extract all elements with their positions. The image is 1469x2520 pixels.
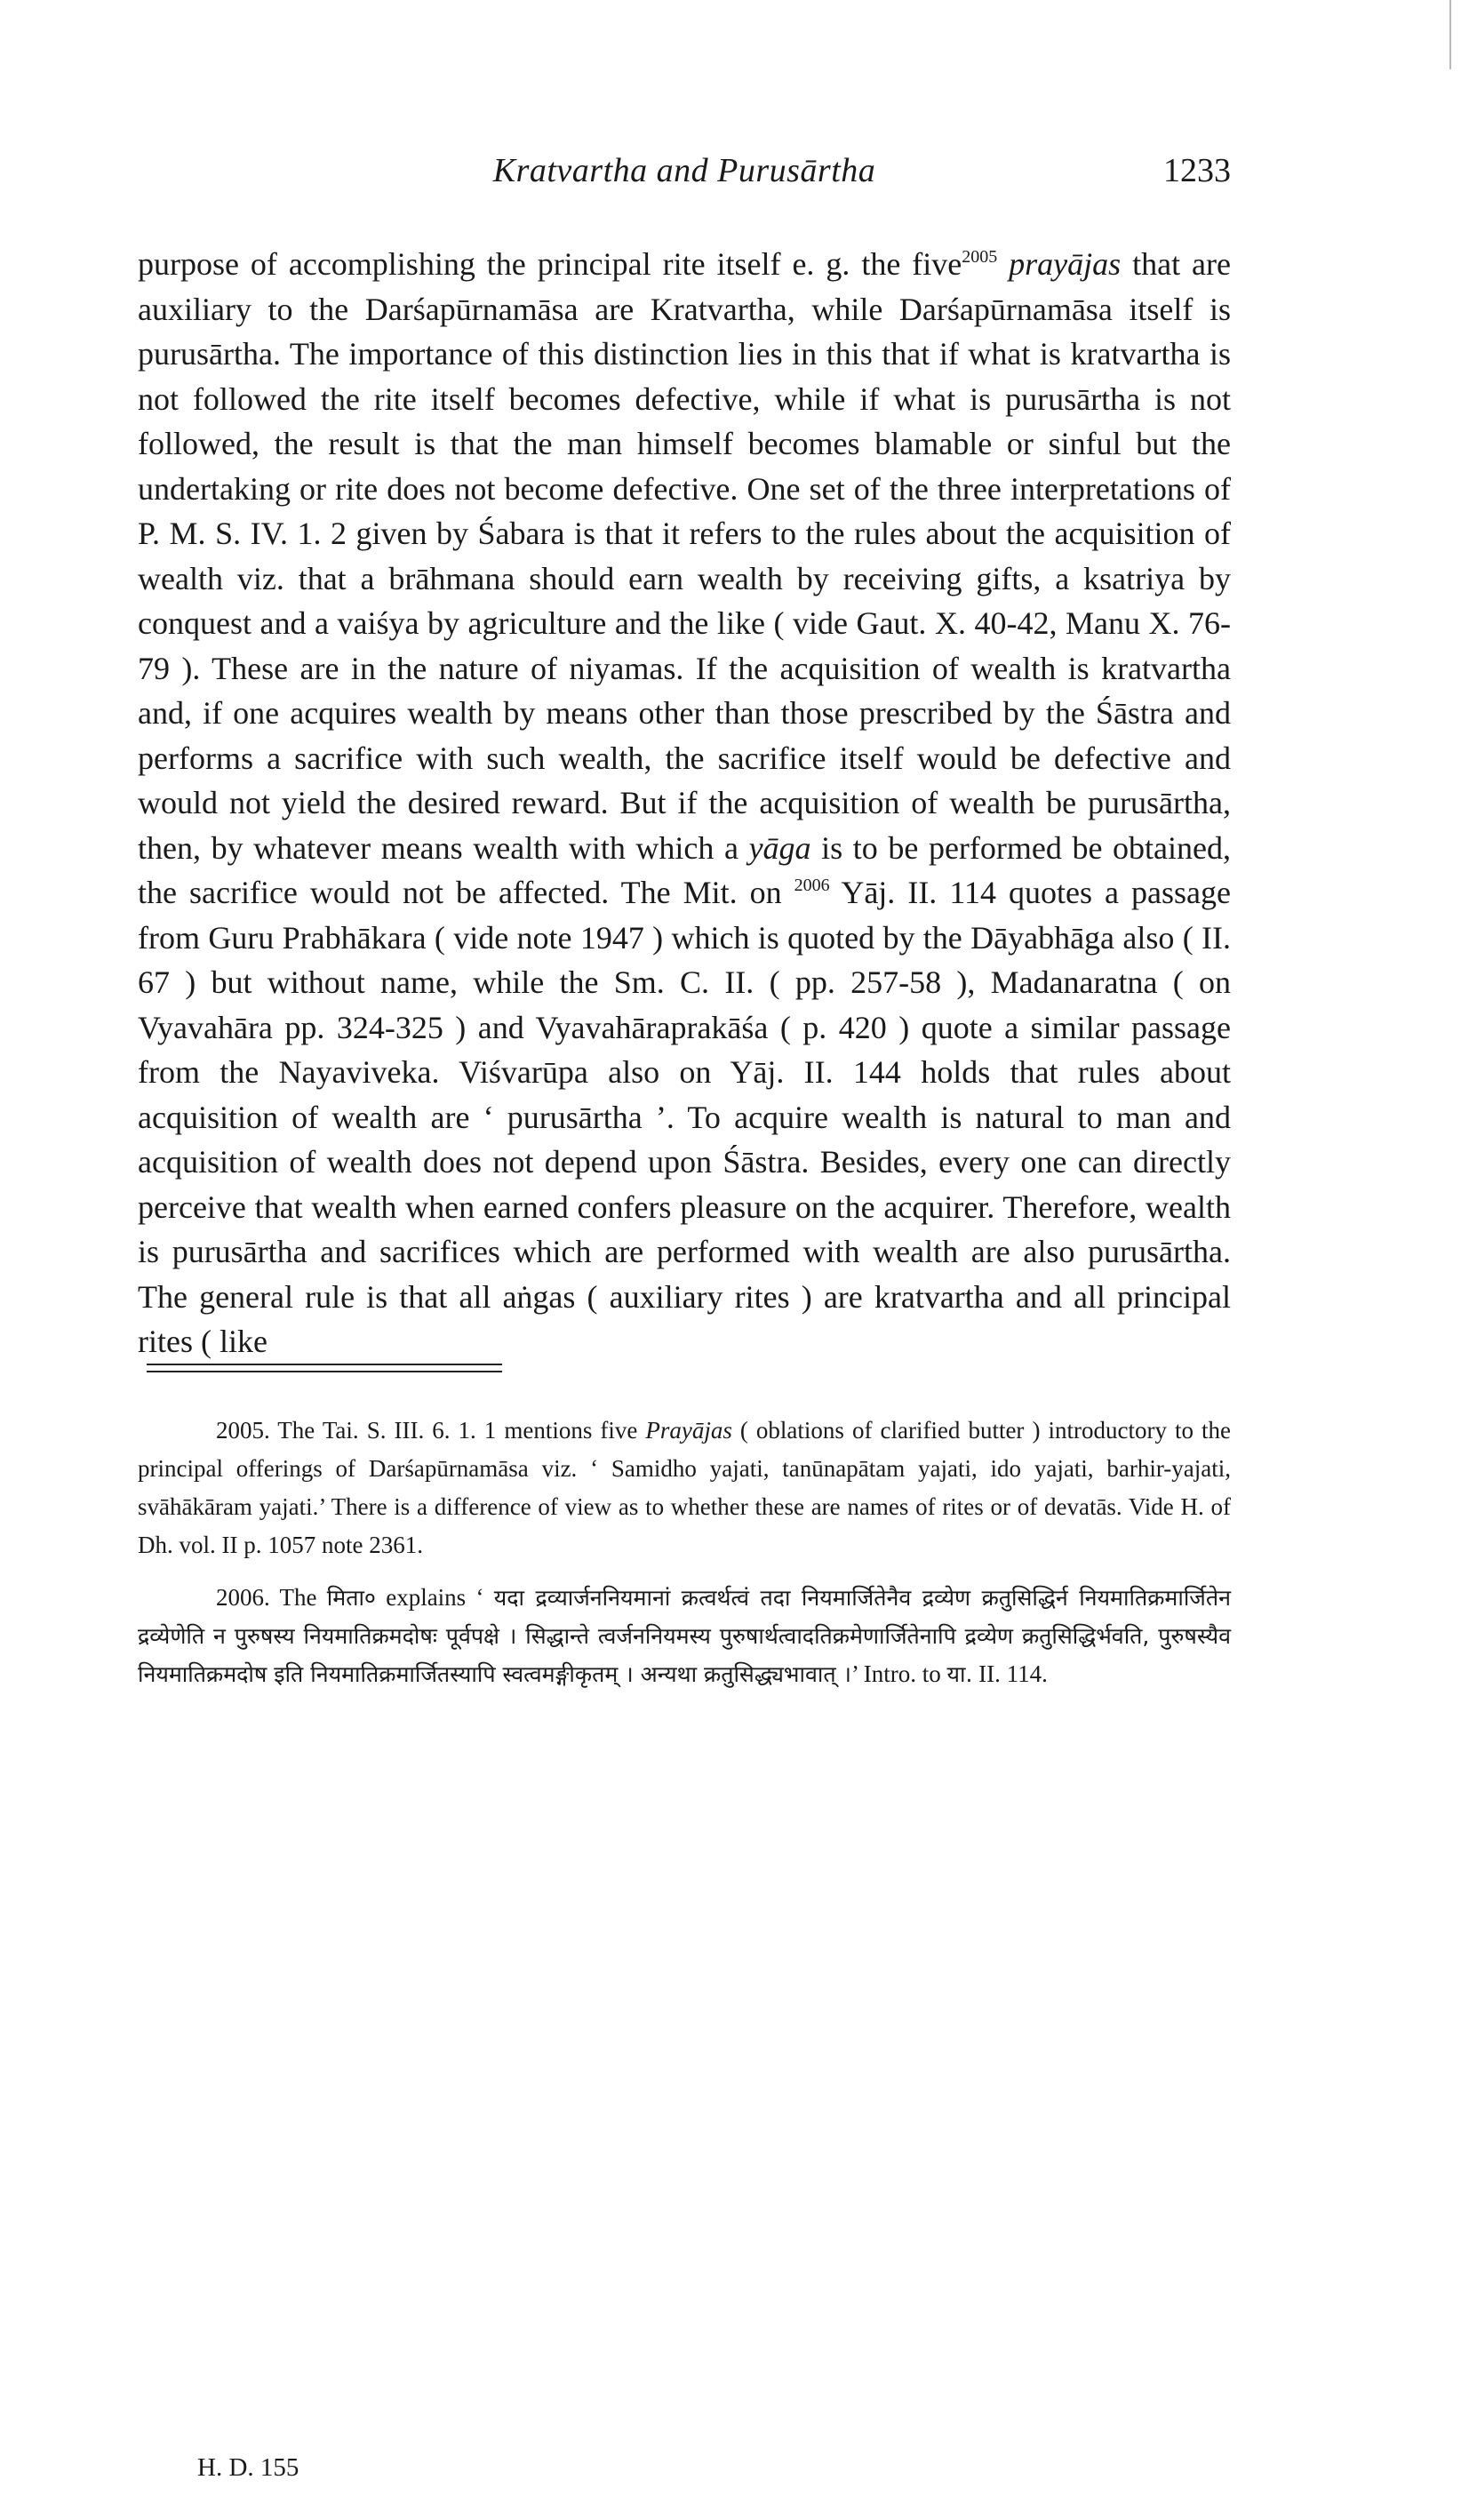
body-italic-term: yāga (748, 829, 811, 866)
body-text-segment: Yāj. II. 114 quotes a passage from Guru Prabhākara ( vide note 1947 ) which is quoted by the Dāyabhāga also ( II. 67 ) but without name, while the Sm. C. II. ( pp. 257-58 ), Madanaratna ( on Vyavahāra pp. 324-325 ) and Vyavahāraprakāśa ( p. 420 ) quote a similar passage from the Nayaviveka. Viśvarūpa also on Yāj. II. 144 holds that rules about acquisition of wealth are ‘ purusārtha ’. To acquire wealth is natural to man and acquisition of wealth does not depend upon Śāstra. Besides, every one can directly perceive that wealth when earned confers pleasure on the acquirer. Therefore, wealth is purusārtha and sacrifices which are performed with wealth are also purusārtha. The general rule is that all aṅgas ( auxiliary rites ) are kratvartha and all principal rites ( like (138, 875, 1231, 1359)
body-text-segment: purpose of accomplishing the principal rite itself e. g. the five (138, 246, 962, 282)
body-text-segment: is to be performed be obtained, the sacrifice would not be affected. The Mit. on (138, 829, 1232, 910)
scan-edge-line (1449, 0, 1451, 69)
footnote-ref-2005: 2005 (962, 247, 998, 267)
page-number: 1233 (1163, 152, 1231, 189)
footnote-text: ’ Intro. to (851, 1660, 947, 1687)
footnote-separator-rule (147, 1364, 502, 1365)
footnote-text: ( oblations of clarified butter ) introductory to the principal offerings of Darśapūrnamāsa viz. ‘ Samidho yajati, tanūnapātam yajati, ido yajati, barhir-yajati, svāhākāram yajati.’ There is a difference of view as to whether these are names of rites or of devatās. Vide H. of Dh. vol. II p. 1057 note 2361. (138, 1417, 1231, 1558)
footnote-2006 (138, 1579, 1231, 1693)
footnote-separator-rule (147, 1371, 502, 1372)
footnotes-section (138, 1412, 1231, 1708)
footnote-italic-term: Prayājas (645, 1417, 732, 1444)
body-text-segment: that are auxiliary to the Darśapūrnamāsa are Kratvartha, while Darśapūrnamāsa itself is purusārtha. The importance of this distinction lies in this that if what is kratvartha is not followed the rite itself becomes defective, while if what is purusārtha is not followed, the result is that the man himself becomes blamable or sinful but the undertaking or rite does not become defective. One set of the three interpretations of P. M. S. IV. 1. 2 given by Śabara is that it refers to the rules about the acquisition of wealth viz. that a brāhmana should earn wealth by receiving gifts, a ksatriya by conquest and a vaiśya by agriculture and the like ( vide Gaut. X. 40-42, Manu X. 76-79 ). These are in the nature of niyamas. If the acquisition of wealth is kratvartha and, if one acquires wealth by means other than those prescribed by the Śāstra and performs a sacrifice with such wealth, the sacrifice itself would be defective and would not yield the desired reward. But if the acquisition of wealth be purusārtha, then, by whatever means wealth with which a (138, 246, 1231, 866)
footnote-devanagari-quote: यदा द्रव्यार्जननियमानां क्रत्वर्थत्वं तदा नियमार्जितेनैव द्रव्येण क्रतुसिद्धिर्न नियमातिक्रमार्जितेन द्रव्येणेति न पुरुषस्य नियमातिक्रमदोषः पूर्वपक्षे । सिद्धान्ते त्वर्जननियमस्य पुरुषार्थत्वादतिक्रमेणार्जितेनापि द्रव्येण क्रतुसिद्धिर्भवति, पुरुषस्यैव नियमातिक्रमदोष इति नियमातिक्रमार्जितस्यापि स्वत्वमङ्गीकृतम् । अन्यथा क्रतुसिद्ध्यभावात् । (138, 1585, 1231, 1687)
running-title: Kratvartha and Purusārtha (492, 152, 876, 189)
footnote-text: II. 114. (972, 1660, 1048, 1687)
footnote-devanagari: मिता० (326, 1585, 376, 1611)
footnote-2005 (138, 1412, 1231, 1564)
footnote-ref-2006: 2006 (794, 876, 830, 895)
page-header (138, 151, 1231, 204)
footnote-text: 2006. The (216, 1584, 327, 1611)
footnote-devanagari: या. (946, 1661, 973, 1687)
body-italic-term: prayājas (1009, 246, 1122, 282)
body-paragraph (138, 242, 1231, 1364)
signature-mark: H. D. 155 (197, 2453, 299, 2482)
footnote-text: 2005. The Tai. S. III. 6. 1. 1 mentions five (216, 1417, 646, 1444)
footnote-text: explains ‘ (375, 1584, 494, 1611)
